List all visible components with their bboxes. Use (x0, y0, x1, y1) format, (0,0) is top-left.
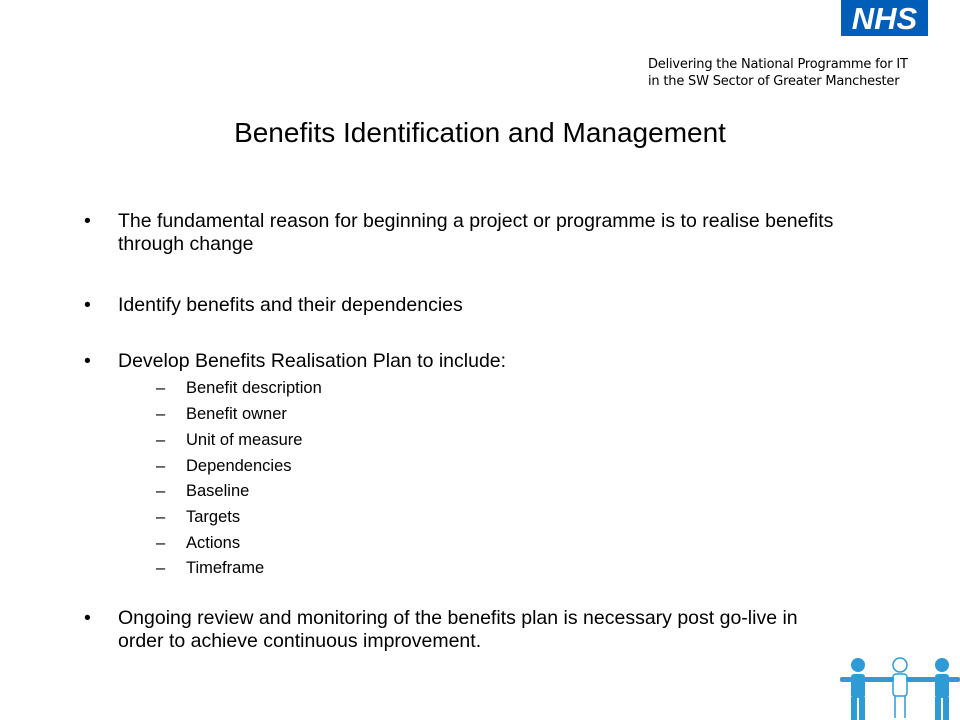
nhs-logo-text: NHS (851, 1, 918, 36)
dash-marker: – (156, 508, 166, 526)
bullet-text: The fundamental reason for beginning a project or programme is to realise benefits through change (118, 210, 834, 255)
sub-list-item (156, 456, 292, 476)
middle-figure (893, 658, 907, 718)
sub-list-item (156, 533, 240, 553)
right-figure (906, 658, 960, 720)
sub-list-text: Timeframe (186, 559, 265, 577)
sub-list-text: Targets (186, 508, 241, 526)
header-line-1: Delivering the National Programme for IT (648, 57, 908, 72)
bullet-item (84, 350, 844, 373)
bullet-marker: • (84, 350, 91, 372)
sub-list-text: Actions (186, 534, 241, 552)
bullet-item (84, 210, 844, 256)
bullet-marker: • (84, 294, 91, 316)
sub-list-text: Baseline (186, 482, 250, 500)
sub-list-item (156, 378, 322, 398)
bullet-item (84, 294, 844, 317)
bullet-text: Identify benefits and their dependencies (118, 294, 463, 316)
dash-marker: – (156, 457, 166, 475)
sub-list-text: Benefit owner (186, 405, 287, 423)
bullet-marker: • (84, 607, 91, 629)
bullet-text: Ongoing review and monitoring of the benefits plan is necessary post go-live in order to achieve continuous improvement. (118, 607, 798, 652)
left-figure (840, 658, 894, 720)
header-subtitle (648, 56, 948, 90)
sub-list-item (156, 507, 240, 527)
dash-marker: – (156, 534, 166, 552)
header-line-2: in the SW Sector of Greater Manchester (648, 74, 900, 89)
slide-title: Benefits Identification and Management (234, 117, 726, 148)
bullet-marker: • (84, 210, 91, 232)
people-figures-illustration (840, 655, 960, 720)
sub-list-item (156, 430, 302, 450)
sub-list-item (156, 481, 249, 501)
dash-marker: – (156, 431, 166, 449)
nhs-logo (841, 0, 928, 36)
dash-marker: – (156, 482, 166, 500)
bullet-item (84, 607, 844, 653)
dash-marker: – (156, 559, 166, 577)
bullet-text: Develop Benefits Realisation Plan to include: (118, 350, 507, 372)
sub-list-text: Benefit description (186, 379, 322, 397)
sub-list-text: Dependencies (186, 457, 292, 475)
dash-marker: – (156, 405, 166, 423)
sub-list-item (156, 404, 287, 424)
dash-marker: – (156, 379, 166, 397)
sub-list-text: Unit of measure (186, 431, 303, 449)
sub-list-item (156, 558, 264, 578)
